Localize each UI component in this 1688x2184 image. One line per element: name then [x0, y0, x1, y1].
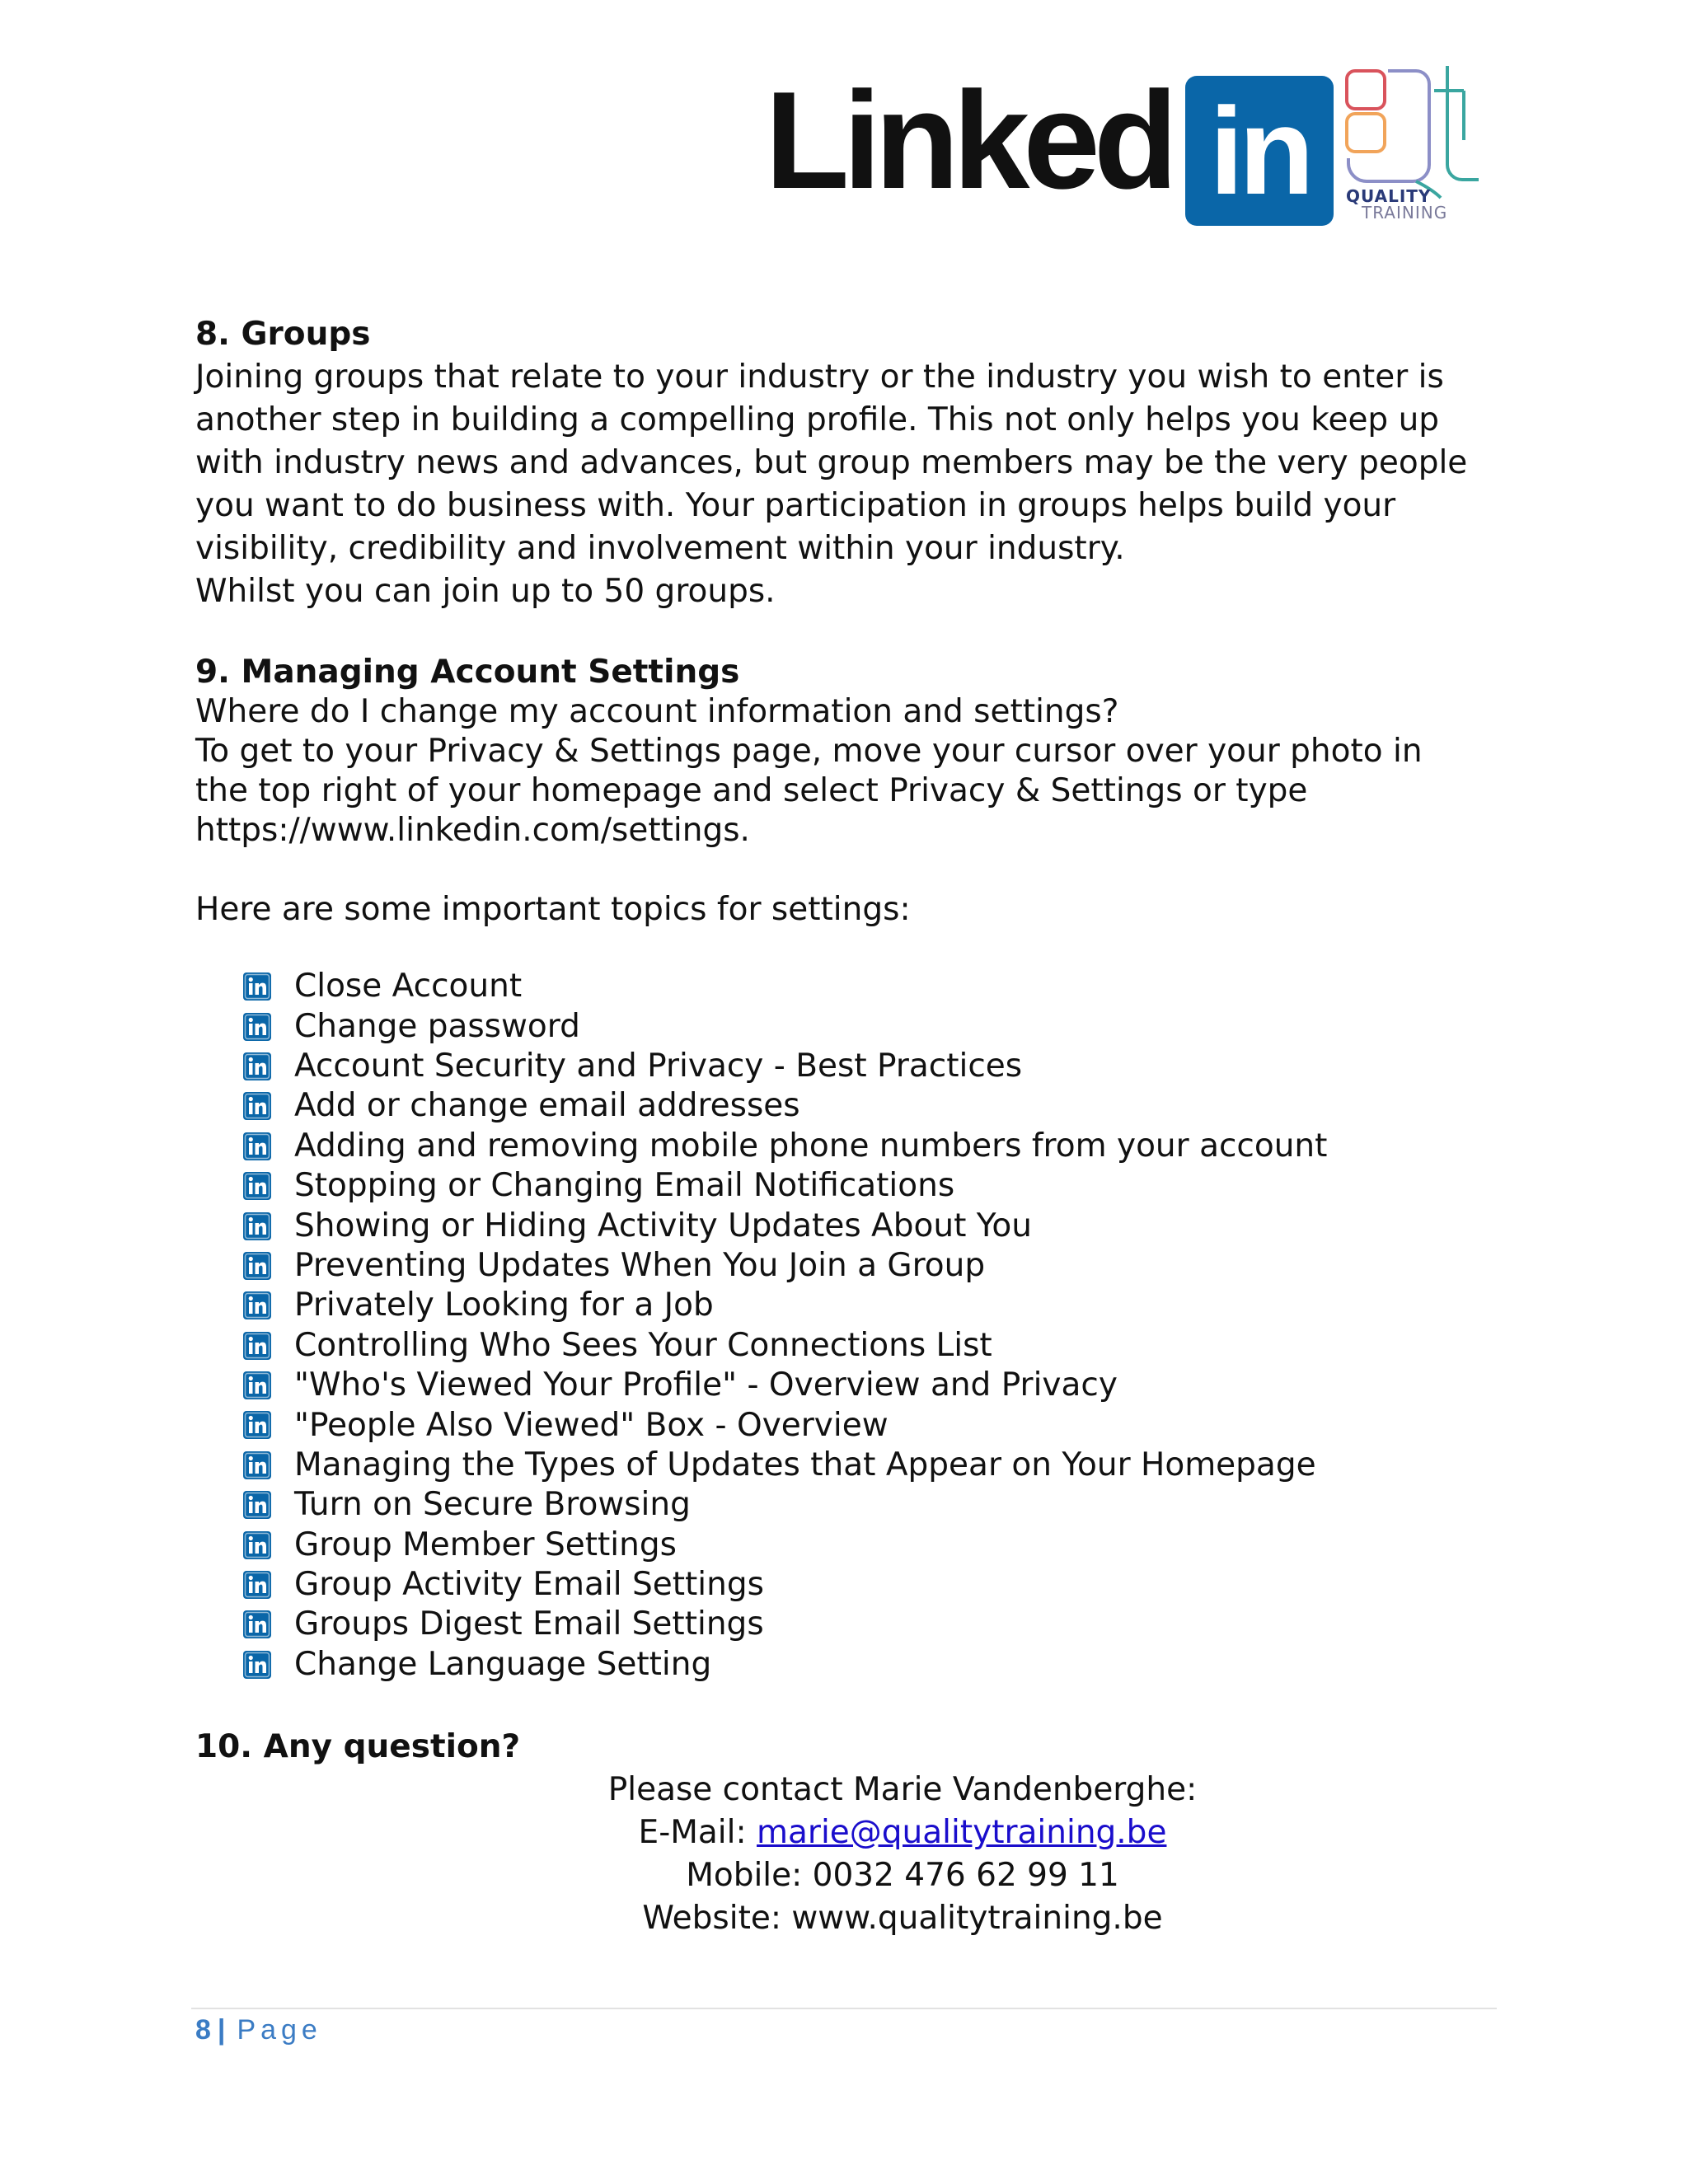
- settings-topic-item: [243, 1645, 1514, 1685]
- linkedin-icon: [243, 1491, 271, 1519]
- footer-divider: [191, 2008, 1497, 2009]
- linkedin-icon: [243, 1332, 271, 1360]
- section-8-note: Whilst you can join up to 50 groups.: [195, 573, 776, 610]
- settings-topic-label: Stopping or Changing Email Notifications: [294, 1167, 955, 1205]
- settings-topic-label: Groups Digest Email Settings: [294, 1605, 764, 1643]
- mobile-line: Mobile: 0032 476 62 99 11: [686, 1857, 1119, 1895]
- settings-topic-label: Add or change email addresses: [294, 1087, 800, 1125]
- linkedin-icon: [243, 1212, 271, 1240]
- settings-topic-item: [243, 1206, 1514, 1245]
- section-10-heading: 10. Any question?: [195, 1728, 521, 1766]
- email-line: [251, 1811, 1554, 1854]
- settings-topic-label: Controlling Who Sees Your Connections List: [294, 1326, 992, 1364]
- linkedin-icon: [243, 1411, 271, 1439]
- settings-topic-label: Group Activity Email Settings: [294, 1566, 764, 1604]
- document-body: [195, 313, 1514, 1940]
- settings-topic-item: [243, 1565, 1514, 1605]
- page-number: 8: [195, 2014, 211, 2046]
- settings-topic-label: "People Also Viewed" Box - Overview: [294, 1406, 889, 1444]
- settings-topic-label: Managing the Types of Updates that Appear on Your Homepage: [294, 1446, 1316, 1483]
- linkedin-icon: [243, 1252, 271, 1280]
- settings-topic-item: [243, 1405, 1514, 1445]
- header-logo: [765, 63, 1490, 231]
- settings-topic-item: [243, 1485, 1514, 1525]
- linkedin-icon: [243, 972, 271, 1001]
- page-footer: [195, 2014, 322, 2046]
- section-8-heading: 8. Groups: [195, 316, 371, 353]
- section-9-heading: 9. Managing Account Settings: [195, 654, 740, 691]
- linkedin-icon: [243, 1291, 271, 1319]
- settings-topic-item: [243, 1446, 1514, 1485]
- logo-in-box: in: [1185, 76, 1334, 226]
- linkedin-icon: [243, 1651, 271, 1679]
- section-9-instructions: To get to your Privacy & Settings page, move your cursor over your photo in the top right of your homepage and select Privacy & Settings or type https://www.linkedin.com/settings.: [195, 733, 1423, 849]
- logo-quality-label: QUALITY: [1346, 186, 1432, 206]
- website-line: Website: www.qualitytraining.be: [642, 1900, 1163, 1938]
- linkedin-icon: [243, 1132, 271, 1160]
- settings-topic-label: Account Security and Privacy - Best Practices: [294, 1047, 1023, 1085]
- settings-topic-item: [243, 1525, 1514, 1564]
- contact-block: [251, 1769, 1554, 1940]
- linkedin-icon: [243, 1451, 271, 1479]
- settings-topic-item: [243, 1127, 1514, 1166]
- footer-separator: |: [217, 2014, 231, 2046]
- settings-topic-item: [243, 1605, 1514, 1644]
- settings-topic-label: Privately Looking for a Job: [294, 1286, 714, 1324]
- linkedin-icon: [243, 1371, 271, 1399]
- settings-topic-label: Close Account: [294, 968, 523, 1005]
- settings-topic-item: [243, 1326, 1514, 1366]
- contact-line: Please contact Marie Vandenberghe:: [607, 1771, 1198, 1809]
- settings-topic-label: Preventing Updates When You Join a Group: [294, 1246, 986, 1284]
- settings-topic-item: [243, 1086, 1514, 1126]
- settings-topic-item: [243, 967, 1514, 1006]
- settings-topic-item: [243, 1166, 1514, 1206]
- settings-topic-item: [243, 1366, 1514, 1405]
- linkedin-icon: [243, 1172, 271, 1200]
- linkedin-icon: [243, 1610, 271, 1638]
- settings-topic-label: Change Language Setting: [294, 1645, 712, 1683]
- settings-topics-list: [195, 967, 1514, 1685]
- settings-topic-item: [243, 1006, 1514, 1046]
- settings-topic-item: [243, 1246, 1514, 1286]
- settings-topic-label: Group Member Settings: [294, 1526, 677, 1563]
- settings-topic-item: [243, 1286, 1514, 1325]
- settings-topic-label: Change password: [294, 1007, 580, 1045]
- settings-topic-item: [243, 1047, 1514, 1086]
- logo-linked-text: Linked: [765, 63, 1172, 218]
- page-label: Page: [237, 2014, 322, 2046]
- section-8-paragraph: Joining groups that relate to your industry or the industry you wish to enter is another step in building a compelling profile. This not only helps you keep up with industry news and advances, but group members may be the very people you want to do business with. Your participation in groups helps build your visibility, credibility and involvement within your industry.: [195, 359, 1468, 567]
- logo-training-label: TRAINING: [1362, 203, 1448, 223]
- linkedin-icon: [243, 1571, 271, 1599]
- linkedin-icon: [243, 1052, 271, 1080]
- settings-topic-label: Showing or Hiding Activity Updates About You: [294, 1207, 1032, 1244]
- settings-topic-label: "Who's Viewed Your Profile" - Overview and Privacy: [294, 1366, 1118, 1404]
- linkedin-icon: [243, 1013, 271, 1041]
- section-9-question: Where do I change my account information and settings?: [195, 693, 1119, 730]
- settings-topic-label: Adding and removing mobile phone numbers from your account: [294, 1127, 1328, 1165]
- email-label: E-Mail:: [638, 1814, 757, 1852]
- linkedin-icon: [243, 1531, 271, 1559]
- settings-topic-label: Turn on Secure Browsing: [294, 1486, 691, 1524]
- linkedin-icon: [243, 1092, 271, 1120]
- email-link[interactable]: marie@qualitytraining.be: [757, 1814, 1167, 1852]
- settings-topics-intro: Here are some important topics for settings:: [195, 891, 911, 928]
